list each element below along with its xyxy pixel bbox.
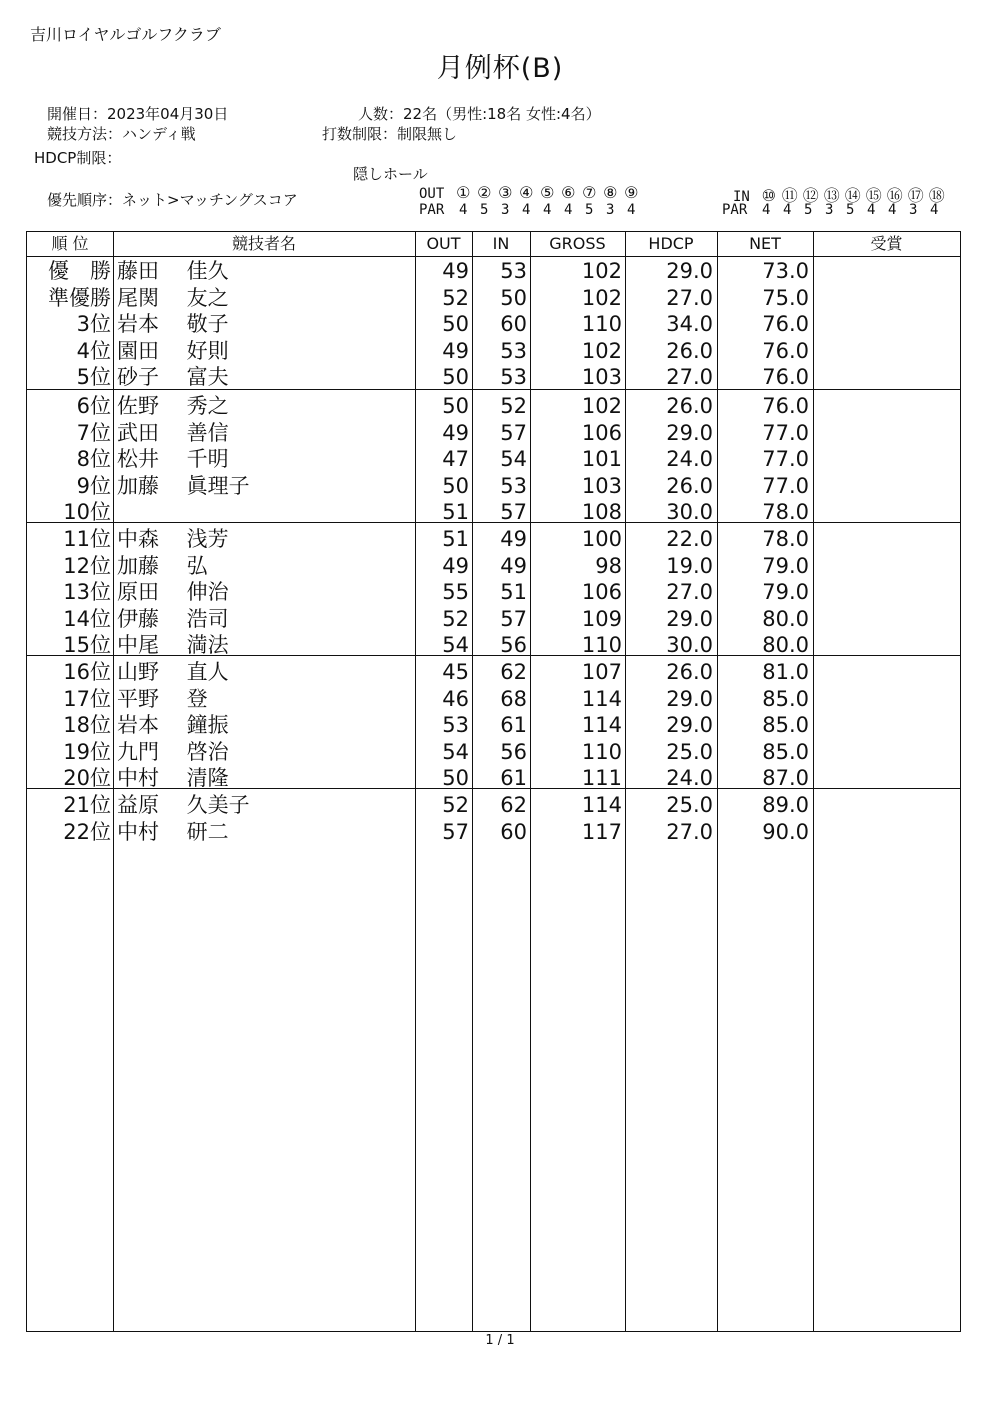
- gross-score-cell: 103: [581, 365, 622, 390]
- table-row: [27, 739, 960, 765]
- out-par-values: [453, 202, 642, 218]
- player-name-cell: 藤田 佳久: [117, 259, 229, 283]
- header-player-name: 競技者名: [231, 234, 296, 253]
- hdcp-cell: 30.0: [666, 633, 713, 658]
- rank-cell: 5位: [76, 365, 111, 390]
- gross-score-cell: 110: [581, 312, 622, 337]
- hole-par: 4: [627, 202, 636, 218]
- hole-number: ⑭: [844, 186, 861, 205]
- rank-cell: 優 勝: [48, 259, 111, 283]
- hdcp-cell: 29.0: [666, 420, 713, 445]
- hole-par: 4: [888, 202, 897, 218]
- hdcp-cell: 24.0: [666, 447, 713, 472]
- table-row: [27, 393, 960, 419]
- gross-score-cell: 108: [581, 500, 622, 525]
- table-row: [27, 258, 960, 284]
- hdcp-cell: 27.0: [666, 365, 713, 390]
- hole-number: ⑱: [928, 186, 945, 205]
- rank-cell: 10位: [63, 500, 111, 525]
- rank-cell: 12位: [63, 553, 111, 578]
- in-score-cell: 54: [500, 447, 527, 472]
- stroke-limit: 打数制限：制限無し: [322, 125, 458, 143]
- out-hole-numbers: [453, 183, 642, 202]
- rank-cell: 11位: [63, 527, 111, 551]
- player-name-cell: 九門 啓治: [117, 739, 229, 764]
- net-score-cell: 73.0: [762, 259, 809, 283]
- hdcp-cell: 22.0: [666, 527, 713, 551]
- in-score-cell: 60: [500, 312, 527, 337]
- out-score-cell: 45: [442, 660, 469, 684]
- hole-par: 5: [585, 202, 594, 218]
- in-score-cell: 57: [500, 420, 527, 445]
- hole-par: 4: [783, 202, 792, 218]
- in-score-cell: 49: [500, 527, 527, 551]
- rank-cell: 13位: [63, 580, 111, 605]
- hdcp-cell: 29.0: [666, 686, 713, 711]
- hole-par: 5: [480, 202, 489, 218]
- net-score-cell: 80.0: [762, 633, 809, 658]
- rank-cell: 17位: [63, 686, 111, 711]
- player-name-cell: 園田 好則: [117, 338, 229, 363]
- in-par-label: PAR: [722, 202, 748, 218]
- competition-method: 競技方法：ハンディ戦: [47, 125, 196, 143]
- net-score-cell: 87.0: [762, 766, 809, 791]
- hdcp-cell: 29.0: [666, 259, 713, 283]
- gross-score-cell: 102: [581, 259, 622, 283]
- out-score-cell: 51: [442, 500, 469, 525]
- player-name-cell: 中森 浅芳: [117, 527, 229, 551]
- hole-number: ⑤: [540, 183, 555, 202]
- net-score-cell: 85.0: [762, 686, 809, 711]
- hdcp-cell: 29.0: [666, 713, 713, 738]
- rank-cell: 7位: [76, 420, 111, 445]
- player-name-cell: 中村 研二: [117, 819, 229, 844]
- in-score-cell: 61: [500, 713, 527, 738]
- out-score-cell: 52: [442, 793, 469, 817]
- gross-score-cell: 102: [581, 338, 622, 363]
- in-par-values: [756, 202, 945, 218]
- gross-score-cell: 103: [581, 473, 622, 498]
- hole-number: ⑨: [624, 183, 639, 202]
- hole-par: 3: [501, 202, 510, 218]
- gross-score-cell: 106: [581, 420, 622, 445]
- in-score-cell: 68: [500, 686, 527, 711]
- out-label: OUT: [419, 186, 445, 202]
- hole-number: ⑰: [907, 186, 924, 205]
- player-name-cell: 松井 千明: [117, 447, 229, 472]
- table-row: [27, 659, 960, 685]
- hdcp-cell: 25.0: [666, 739, 713, 764]
- hole-par: 4: [459, 202, 468, 218]
- out-score-cell: 50: [442, 473, 469, 498]
- hdcp-limit: HDCP制限：: [34, 149, 122, 167]
- net-score-cell: 77.0: [762, 420, 809, 445]
- hdcp-cell: 19.0: [666, 553, 713, 578]
- hole-par: 3: [909, 202, 918, 218]
- in-par-row: [722, 202, 945, 218]
- net-score-cell: 76.0: [762, 338, 809, 363]
- rank-cell: 8位: [76, 447, 111, 472]
- table-row: [27, 420, 960, 446]
- header-hdcp: HDCP: [648, 234, 694, 253]
- table-row: [27, 499, 960, 525]
- hole-par: 3: [825, 202, 834, 218]
- table-row: [27, 579, 960, 605]
- net-score-cell: 80.0: [762, 606, 809, 631]
- player-name-cell: 武田 善信: [117, 420, 229, 445]
- net-score-cell: 89.0: [762, 793, 809, 817]
- gross-score-cell: 109: [581, 606, 622, 631]
- player-name-cell: 原田 伸治: [117, 580, 229, 605]
- hole-number: ⑬: [823, 186, 840, 205]
- player-name-cell: 益原 久美子: [117, 793, 250, 817]
- hdcp-cell: 34.0: [666, 312, 713, 337]
- player-name-cell: 岩本 鐘振: [117, 713, 229, 738]
- table-row: [27, 446, 960, 472]
- gross-score-cell: 98: [595, 553, 622, 578]
- in-score-cell: 52: [500, 394, 527, 418]
- rank-cell: 22位: [63, 819, 111, 844]
- in-score-cell: 57: [500, 606, 527, 631]
- table-row: [27, 473, 960, 499]
- player-name-cell: 佐野 秀之: [117, 394, 229, 418]
- net-score-cell: 81.0: [762, 660, 809, 684]
- table-row: [27, 792, 960, 818]
- out-holes-row: [419, 183, 642, 202]
- out-score-cell: 50: [442, 312, 469, 337]
- hole-par: 4: [867, 202, 876, 218]
- rank-cell: 19位: [63, 739, 111, 764]
- gross-score-cell: 102: [581, 285, 622, 310]
- in-score-cell: 53: [500, 259, 527, 283]
- net-score-cell: 75.0: [762, 285, 809, 310]
- table-row: [27, 364, 960, 390]
- table-row: [27, 526, 960, 552]
- in-score-cell: 53: [500, 338, 527, 363]
- out-score-cell: 51: [442, 527, 469, 551]
- in-score-cell: 61: [500, 766, 527, 791]
- hdcp-cell: 26.0: [666, 660, 713, 684]
- out-score-cell: 52: [442, 285, 469, 310]
- rank-cell: 準優勝: [48, 285, 111, 310]
- net-score-cell: 85.0: [762, 739, 809, 764]
- gross-score-cell: 102: [581, 394, 622, 418]
- gross-score-cell: 107: [581, 660, 622, 684]
- hdcp-cell: 27.0: [666, 580, 713, 605]
- gross-score-cell: 110: [581, 739, 622, 764]
- out-score-cell: 49: [442, 420, 469, 445]
- out-score-cell: 55: [442, 580, 469, 605]
- table-row: [27, 686, 960, 712]
- net-score-cell: 78.0: [762, 500, 809, 525]
- hole-number: ⑯: [886, 186, 903, 205]
- out-score-cell: 50: [442, 766, 469, 791]
- gross-score-cell: 101: [581, 447, 622, 472]
- table-row: [27, 819, 960, 845]
- rank-cell: 9位: [76, 473, 111, 498]
- hdcp-cell: 30.0: [666, 500, 713, 525]
- net-score-cell: 76.0: [762, 394, 809, 418]
- in-score-cell: 50: [500, 285, 527, 310]
- table-row: [27, 606, 960, 632]
- player-name-cell: 平野 登: [117, 686, 208, 711]
- out-score-cell: 57: [442, 819, 469, 844]
- header-out: OUT: [426, 234, 461, 253]
- rank-cell: 18位: [63, 713, 111, 738]
- in-score-cell: 57: [500, 500, 527, 525]
- player-name-cell: 加藤 眞理子: [117, 473, 250, 498]
- hole-number: ⑩: [761, 186, 776, 205]
- out-par-row: [419, 202, 642, 218]
- header-in: IN: [492, 234, 510, 253]
- hole-number: ③: [498, 183, 513, 202]
- hdcp-cell: 24.0: [666, 766, 713, 791]
- out-score-cell: 50: [442, 394, 469, 418]
- net-score-cell: 85.0: [762, 713, 809, 738]
- out-score-cell: 47: [442, 447, 469, 472]
- rank-cell: 20位: [63, 766, 111, 791]
- net-score-cell: 77.0: [762, 447, 809, 472]
- out-score-cell: 46: [442, 686, 469, 711]
- net-score-cell: 79.0: [762, 553, 809, 578]
- hole-number: ④: [519, 183, 534, 202]
- out-score-cell: 53: [442, 713, 469, 738]
- out-score-cell: 52: [442, 606, 469, 631]
- hdcp-cell: 27.0: [666, 819, 713, 844]
- hole-par: 4: [762, 202, 771, 218]
- header-gross: GROSS: [549, 234, 606, 253]
- hole-par: 4: [564, 202, 573, 218]
- player-name-cell: 山野 直人: [117, 660, 229, 684]
- page-title: 月例杯(B): [436, 53, 564, 84]
- table-row: [27, 553, 960, 579]
- header-award: 受賞: [870, 234, 903, 253]
- table-row: [27, 632, 960, 658]
- hdcp-cell: 26.0: [666, 473, 713, 498]
- in-score-cell: 60: [500, 819, 527, 844]
- gross-score-cell: 114: [581, 686, 622, 711]
- in-score-cell: 62: [500, 793, 527, 817]
- net-score-cell: 76.0: [762, 365, 809, 390]
- in-label: IN: [733, 189, 750, 205]
- header-net: NET: [749, 234, 781, 253]
- net-score-cell: 79.0: [762, 580, 809, 605]
- rank-cell: 14位: [63, 606, 111, 631]
- hole-par: 3: [606, 202, 615, 218]
- player-name-cell: 中尾 満法: [117, 633, 229, 658]
- hole-par: 4: [930, 202, 939, 218]
- in-score-cell: 56: [500, 739, 527, 764]
- gross-score-cell: 100: [581, 527, 622, 551]
- table-row: [27, 765, 960, 791]
- table-row: [27, 712, 960, 738]
- hole-number: ⑥: [561, 183, 576, 202]
- out-score-cell: 49: [442, 338, 469, 363]
- player-name-cell: [117, 499, 413, 525]
- hdcp-cell: 26.0: [666, 394, 713, 418]
- gross-score-cell: 114: [581, 713, 622, 738]
- rank-cell: 16位: [63, 660, 111, 684]
- net-score-cell: 90.0: [762, 819, 809, 844]
- rank-cell: 15位: [63, 633, 111, 658]
- hdcp-cell: 26.0: [666, 338, 713, 363]
- table-row: [27, 311, 960, 337]
- priority-order: 優先順序：ネット>マッチングスコア: [47, 191, 298, 209]
- out-score-cell: 49: [442, 553, 469, 578]
- table-row: [27, 285, 960, 311]
- in-score-cell: 62: [500, 660, 527, 684]
- player-name-cell: 中村 清隆: [117, 766, 229, 791]
- hole-par: 5: [846, 202, 855, 218]
- gross-score-cell: 111: [581, 766, 622, 791]
- player-name-cell: 岩本 敬子: [117, 312, 229, 337]
- gross-score-cell: 114: [581, 793, 622, 817]
- hidden-holes-label: 隠しホール: [353, 165, 428, 183]
- in-score-cell: 53: [500, 365, 527, 390]
- net-score-cell: 77.0: [762, 473, 809, 498]
- player-name-cell: 砂子 富夫: [117, 365, 229, 390]
- hole-number: ⑮: [865, 186, 882, 205]
- hole-number: ①: [456, 183, 471, 202]
- out-score-cell: 50: [442, 365, 469, 390]
- rank-cell: 3位: [76, 312, 111, 337]
- out-score-cell: 54: [442, 739, 469, 764]
- hole-number: ②: [477, 183, 492, 202]
- gross-score-cell: 106: [581, 580, 622, 605]
- rank-cell: 21位: [63, 793, 111, 817]
- event-date: 開催日：2023年04月30日: [47, 105, 229, 123]
- net-score-cell: 78.0: [762, 527, 809, 551]
- hole-number: ⑦: [582, 183, 597, 202]
- club-name: 吉川ロイヤルゴルフクラブ: [30, 25, 221, 44]
- in-score-cell: 51: [500, 580, 527, 605]
- player-name-cell: 尾関 友之: [117, 285, 229, 310]
- page-number: 1 / 1: [485, 1333, 515, 1348]
- hole-par: 4: [543, 202, 552, 218]
- hole-number: ⑧: [603, 183, 618, 202]
- player-name-cell: 加藤 弘: [117, 553, 208, 578]
- results-table: [26, 231, 961, 1332]
- out-par-label: PAR: [419, 202, 445, 218]
- header-rank: 順 位: [51, 234, 89, 253]
- net-score-cell: 76.0: [762, 312, 809, 337]
- rank-cell: 6位: [76, 394, 111, 418]
- hole-number: ⑫: [802, 186, 819, 205]
- player-count: 人数：22名（男性:18名 女性:4名）: [358, 105, 601, 123]
- gross-score-cell: 110: [581, 633, 622, 658]
- hdcp-cell: 29.0: [666, 606, 713, 631]
- hdcp-cell: 27.0: [666, 285, 713, 310]
- in-score-cell: 49: [500, 553, 527, 578]
- hole-par: 5: [804, 202, 813, 218]
- in-score-cell: 53: [500, 473, 527, 498]
- hdcp-cell: 25.0: [666, 793, 713, 817]
- hole-number: ⑪: [781, 186, 798, 205]
- hole-par: 4: [522, 202, 531, 218]
- table-row: [27, 338, 960, 364]
- out-score-cell: 54: [442, 633, 469, 658]
- player-name-cell: 伊藤 浩司: [117, 606, 229, 631]
- gross-score-cell: 117: [581, 819, 622, 844]
- in-score-cell: 56: [500, 633, 527, 658]
- out-score-cell: 49: [442, 259, 469, 283]
- rank-cell: 4位: [76, 338, 111, 363]
